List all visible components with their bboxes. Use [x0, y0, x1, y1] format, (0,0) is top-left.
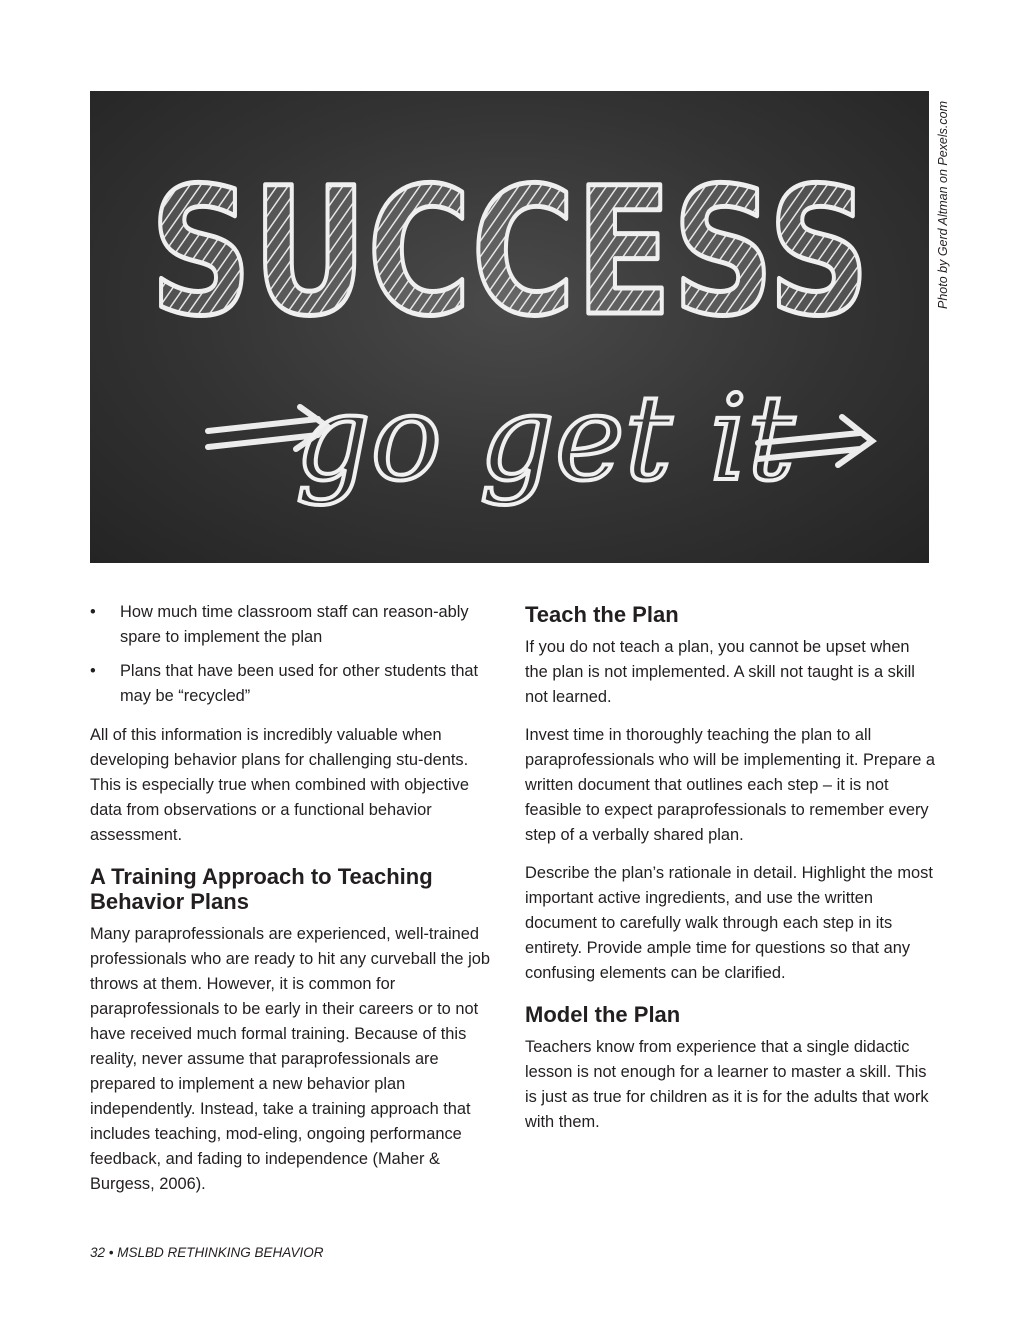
bullet-text: How much time classroom staff can reason-ably spare to implement the plan — [120, 603, 469, 646]
body-paragraph: Many paraprofessionals are experienced, well-trained professionals who are ready to hit any curveball the job throws at them. However, it is common for paraprofessionals to be early in their careers or to not have received much formal training. Because of this reality, never assume that paraprofessionals are prepared to implement a new behavior plan independently. Instead, take a training approach that includes teaching, mod-eling, ongoing performance feedback, and fading to independence (Maher & Burgess, 2006). — [90, 925, 490, 1193]
bullet-icon: • — [90, 603, 96, 621]
section-heading: Teach the Plan — [525, 602, 679, 627]
body-paragraph: Describe the plan’s rationale in detail. Highlight the most important active ingredients, and use the written document to carefully walk through each step in its entirety. Provide ample time for questions so that any confusing elements can be clarified. — [525, 864, 933, 982]
body-paragraph: Invest time in thoroughly teaching the plan to all paraprofessionals who will be implementing it. Prepare a written document that outlines each step – it is not feasible to expect paraprofessionals to remember every step of a verbally shared plan. — [525, 726, 935, 844]
right-column — [525, 600, 935, 1148]
bullet-text: Plans that have been used for other students that may be “recycled” — [120, 662, 479, 705]
bullet-list — [90, 600, 500, 709]
go-get-it-chalk-lettering: go get it — [295, 369, 795, 507]
section-heading: A Training Approach to Teaching Behavior Plans — [90, 864, 433, 914]
chalkboard-drawing — [90, 91, 929, 563]
body-paragraph: All of this information is incredibly valuable when developing behavior plans for challenging stu-dents. This is especially true when combined with objective data from observations or a functional behavior assessment. — [90, 726, 469, 844]
photo-credit-text: Photo by Gerd Altman on Pexels.com — [936, 101, 950, 309]
bullet-icon: • — [90, 662, 96, 680]
page-footer: 32 • MSLBD RETHINKING BEHAVIOR — [90, 1245, 324, 1260]
section-heading: Model the Plan — [525, 1002, 681, 1027]
body-paragraph: Teachers know from experience that a single didactic lesson is not enough for a learner to master a skill. This is just as true for children as it is for the adults that work with them. — [525, 1038, 929, 1131]
left-column — [90, 600, 500, 1210]
chalkboard-photo — [90, 91, 929, 563]
bullet-item — [90, 659, 500, 709]
success-chalk-lettering: SUCCESS — [150, 150, 870, 355]
photo-credit — [931, 92, 955, 318]
body-paragraph: If you do not teach a plan, you cannot be upset when the plan is not implemented. A skill not taught is a skill not learned. — [525, 638, 915, 706]
bullet-item — [90, 600, 500, 650]
